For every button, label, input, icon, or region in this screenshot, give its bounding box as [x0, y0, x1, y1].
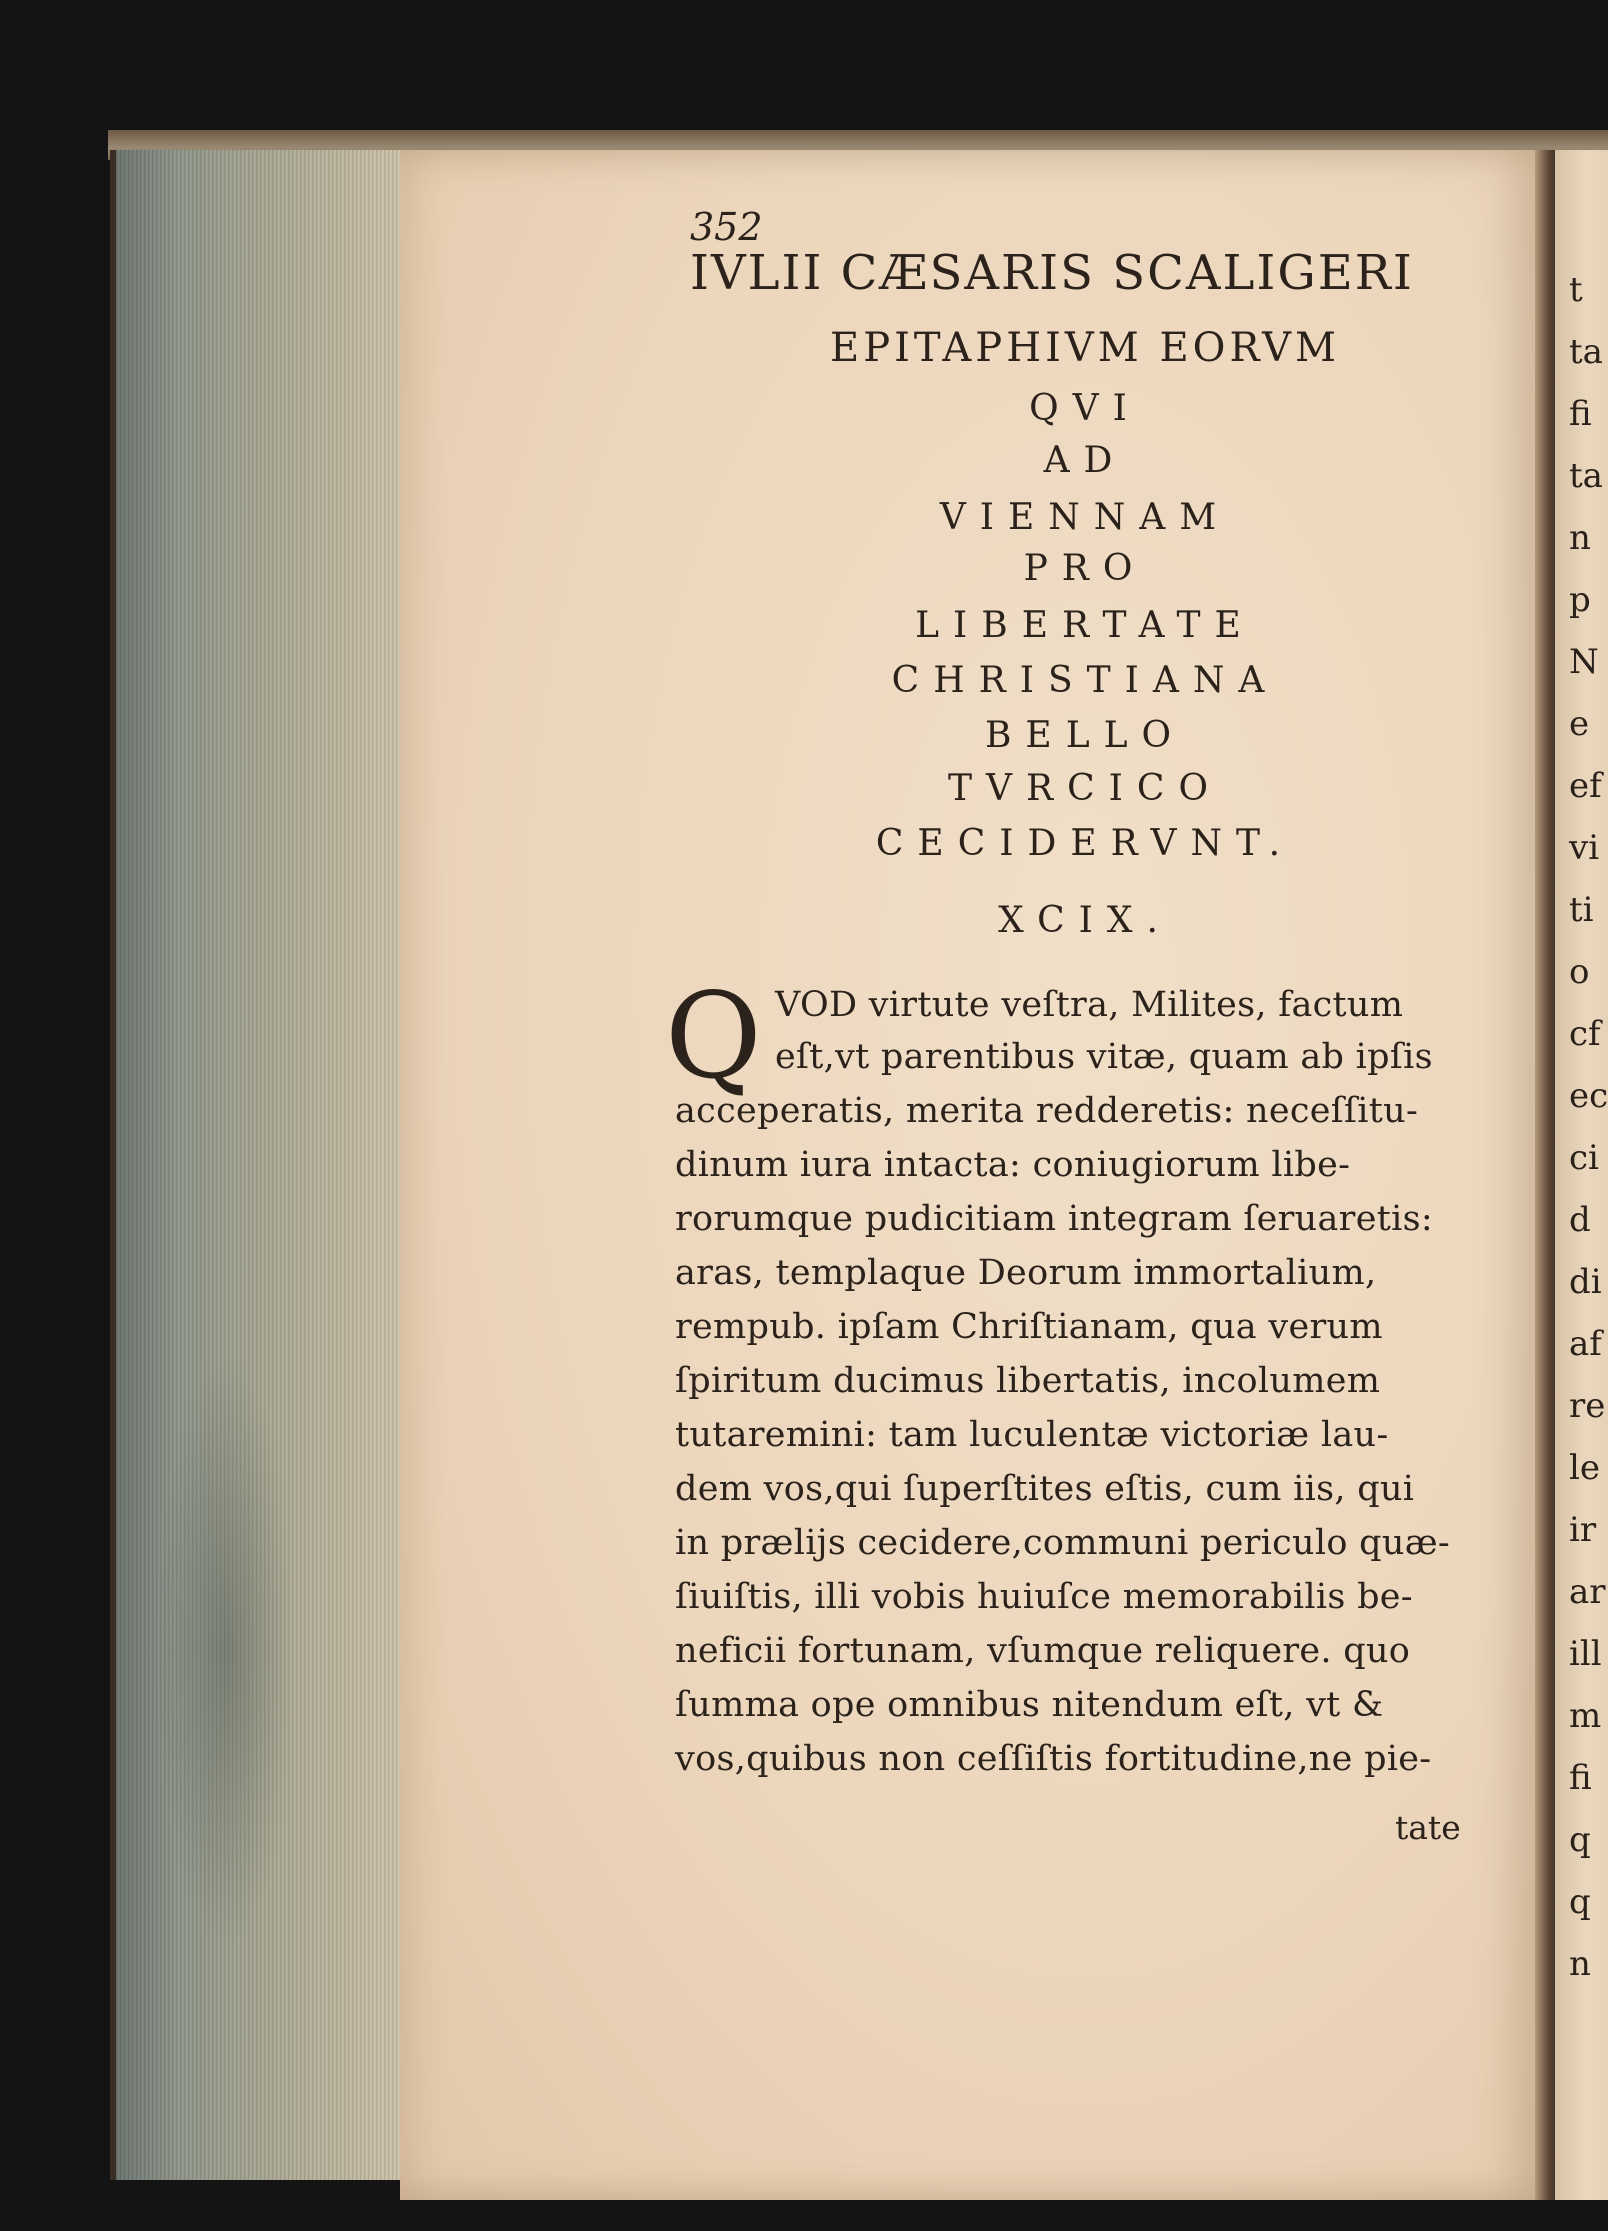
epitaph-title-line: VIENNAM: [939, 497, 1231, 538]
facing-page-line-fragment: ti: [1569, 890, 1594, 930]
facing-page-line-fragment: ci: [1569, 1138, 1599, 1178]
body-line: neficii fortunam, vſumque reliquere. quo: [675, 1631, 1411, 1671]
facing-page-line-fragment: ir: [1569, 1510, 1597, 1550]
epitaph-title-line: EPITAPHIVM EORVM: [830, 325, 1340, 371]
facing-page-line-fragment: n: [1569, 1944, 1591, 1984]
drop-cap: Q: [665, 967, 762, 1105]
facing-page-line-fragment: q: [1569, 1820, 1591, 1860]
facing-page-line-fragment: d: [1569, 1200, 1591, 1240]
body-line: dem vos,qui ſuperſtites eſtis, cum iis, qui: [675, 1469, 1415, 1509]
facing-page-line-fragment: fi: [1569, 394, 1592, 434]
body-line: vos,quibus non ceſſiſtis fortitudine,ne pie-: [675, 1739, 1432, 1779]
body-line: aras, templaque Deorum immortalium,: [675, 1253, 1377, 1293]
facing-page-edge: [1555, 150, 1608, 2200]
facing-page-line-fragment: p: [1569, 580, 1591, 620]
body-line: ſpiritum ducimus libertatis, incolumem: [675, 1361, 1381, 1401]
page-block-fore-edge: [110, 150, 416, 2180]
epitaph-title-line: TVRCICO: [948, 768, 1222, 809]
body-line: rempub. ipſam Chriſtianam, qua verum: [675, 1307, 1383, 1347]
facing-page-line-fragment: n: [1569, 518, 1591, 558]
facing-page-line-fragment: m: [1569, 1696, 1602, 1736]
body-line: acceperatis, merita redderetis: neceſſitu-: [675, 1091, 1419, 1131]
body-line: ſumma ope omnibus nitendum eſt, vt &: [675, 1685, 1384, 1725]
facing-page-line-fragment: ill: [1569, 1634, 1602, 1674]
page-number: 352: [690, 205, 763, 249]
body-line: tutaremini: tam luculentæ victoriæ lau-: [675, 1415, 1389, 1455]
running-head: IVLII CÆSARIS SCALIGERI: [690, 245, 1414, 301]
epitaph-number: XCIX.: [998, 900, 1172, 941]
catchword: tate: [1395, 1808, 1461, 1847]
stain-mark: [156, 1350, 296, 1950]
epitaph-title-line: QVI: [1029, 388, 1141, 429]
facing-page-line-fragment: af: [1569, 1324, 1602, 1364]
body-line: ſiuiſtis, illi vobis huiuſce memorabilis be-: [675, 1577, 1413, 1617]
facing-page-line-fragment: ec: [1569, 1076, 1608, 1116]
facing-page-line-fragment: o: [1569, 952, 1590, 992]
epitaph-title-line: LIBERTATE: [915, 605, 1255, 646]
facing-page-line-fragment: ef: [1569, 766, 1602, 806]
body-line: in prælijs cecidere,communi periculo quæ-: [675, 1523, 1451, 1563]
epitaph-title-line: CECIDERVNT.: [875, 823, 1295, 864]
facing-page-line-fragment: le: [1569, 1448, 1600, 1488]
epitaph-title-line: BELLO: [984, 715, 1186, 756]
facing-page-line-fragment: ta: [1569, 332, 1603, 372]
epitaph-title-line: AD: [1043, 440, 1127, 481]
body-line: dinum iura intacta: coniugiorum libe-: [675, 1145, 1351, 1185]
facing-page-line-fragment: vi: [1569, 828, 1600, 868]
facing-page-line-fragment: ar: [1569, 1572, 1606, 1612]
body-line: rorumque pudicitiam integram ſeruaretis:: [675, 1199, 1433, 1239]
facing-page-line-fragment: di: [1569, 1262, 1602, 1302]
body-line: VOD virtute veſtra, Milites, factum: [775, 985, 1404, 1025]
facing-page-line-fragment: q: [1569, 1882, 1591, 1922]
epitaph-title-line: CHRISTIANA: [891, 660, 1279, 701]
facing-page-line-fragment: re: [1569, 1386, 1606, 1426]
facing-page-line-fragment: ta: [1569, 456, 1603, 496]
facing-page-line-fragment: cf: [1569, 1014, 1601, 1054]
epitaph-title-line: PRO: [1023, 548, 1147, 589]
facing-page-line-fragment: e: [1569, 704, 1590, 744]
facing-page-line-fragment: fi: [1569, 1758, 1592, 1798]
facing-page-line-fragment: N: [1569, 642, 1599, 682]
facing-page-line-fragment: t: [1569, 270, 1583, 310]
body-line: eſt,vt parentibus vitæ, quam ab ipſis: [775, 1037, 1433, 1077]
